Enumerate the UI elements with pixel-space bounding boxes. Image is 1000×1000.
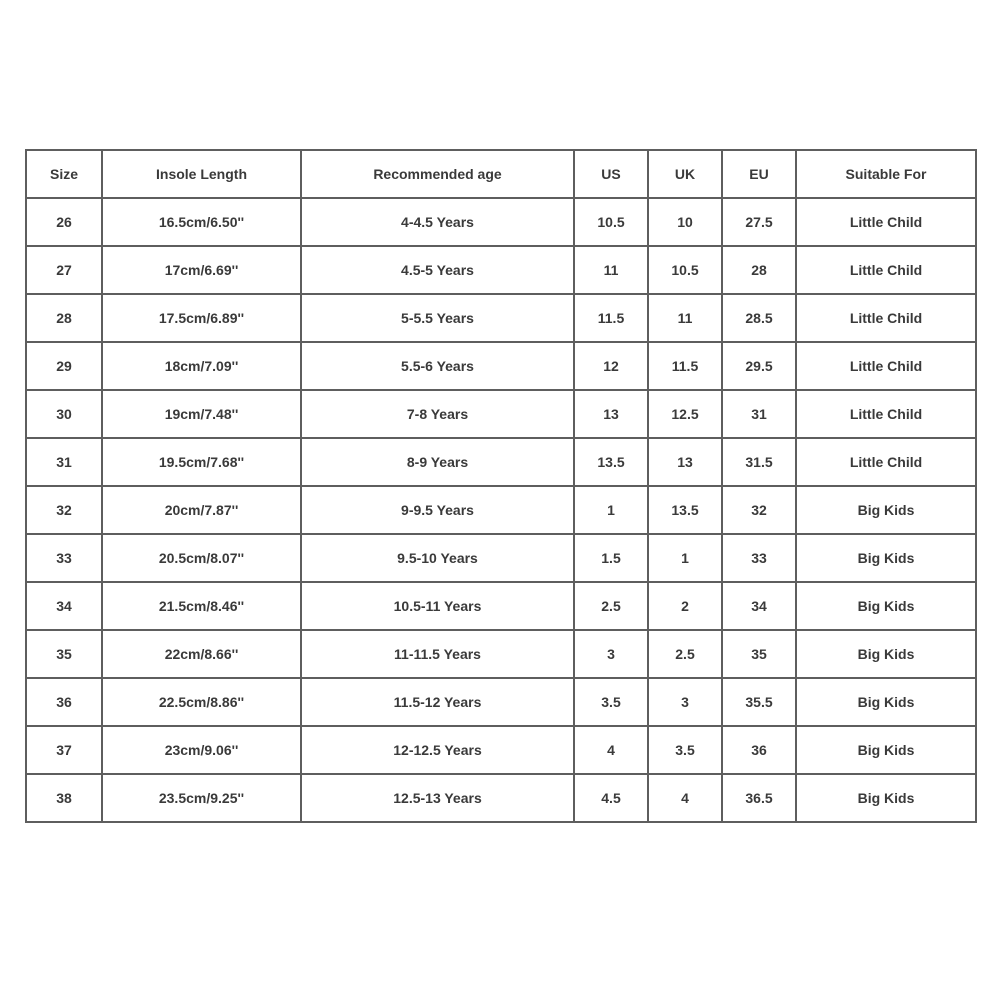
eu-cell: 28.5: [722, 294, 796, 342]
insole-length-cell: 20cm/7.87'': [102, 486, 301, 534]
size-cell: 32: [26, 486, 102, 534]
uk-cell: 11.5: [648, 342, 722, 390]
recommended-age-cell: 4-4.5 Years: [301, 198, 574, 246]
size-cell: 36: [26, 678, 102, 726]
size-cell: 38: [26, 774, 102, 822]
recommended-age-cell: 5.5-6 Years: [301, 342, 574, 390]
insole-length-cell: 21.5cm/8.46'': [102, 582, 301, 630]
us-cell: 10.5: [574, 198, 648, 246]
table-row: [26, 630, 976, 678]
suitable-for-cell: Little Child: [796, 390, 976, 438]
eu-cell: 34: [722, 582, 796, 630]
size-cell: 28: [26, 294, 102, 342]
header-recommended-age: Recommended age: [301, 150, 574, 198]
suitable-for-cell: Big Kids: [796, 726, 976, 774]
table-row: [26, 774, 976, 822]
recommended-age-cell: 4.5-5 Years: [301, 246, 574, 294]
header-size: Size: [26, 150, 102, 198]
us-cell: 4.5: [574, 774, 648, 822]
header-insole-length: Insole Length: [102, 150, 301, 198]
uk-cell: 13.5: [648, 486, 722, 534]
us-cell: 12: [574, 342, 648, 390]
eu-cell: 36.5: [722, 774, 796, 822]
size-cell: 27: [26, 246, 102, 294]
eu-cell: 31.5: [722, 438, 796, 486]
us-cell: 13: [574, 390, 648, 438]
us-cell: 3.5: [574, 678, 648, 726]
header-eu: EU: [722, 150, 796, 198]
uk-cell: 10.5: [648, 246, 722, 294]
us-cell: 13.5: [574, 438, 648, 486]
table-row: [26, 534, 976, 582]
recommended-age-cell: 12.5-13 Years: [301, 774, 574, 822]
eu-cell: 33: [722, 534, 796, 582]
table-body: [26, 198, 976, 822]
uk-cell: 1: [648, 534, 722, 582]
recommended-age-cell: 11.5-12 Years: [301, 678, 574, 726]
recommended-age-cell: 5-5.5 Years: [301, 294, 574, 342]
size-cell: 37: [26, 726, 102, 774]
recommended-age-cell: 7-8 Years: [301, 390, 574, 438]
insole-length-cell: 19.5cm/7.68'': [102, 438, 301, 486]
size-chart: [25, 149, 975, 823]
table-row: [26, 582, 976, 630]
eu-cell: 35: [722, 630, 796, 678]
suitable-for-cell: Big Kids: [796, 774, 976, 822]
table-row: [26, 198, 976, 246]
insole-length-cell: 18cm/7.09'': [102, 342, 301, 390]
us-cell: 4: [574, 726, 648, 774]
recommended-age-cell: 11-11.5 Years: [301, 630, 574, 678]
uk-cell: 3: [648, 678, 722, 726]
recommended-age-cell: 12-12.5 Years: [301, 726, 574, 774]
suitable-for-cell: Little Child: [796, 246, 976, 294]
size-cell: 35: [26, 630, 102, 678]
insole-length-cell: 17.5cm/6.89'': [102, 294, 301, 342]
suitable-for-cell: Little Child: [796, 294, 976, 342]
size-cell: 29: [26, 342, 102, 390]
uk-cell: 12.5: [648, 390, 722, 438]
suitable-for-cell: Little Child: [796, 198, 976, 246]
eu-cell: 32: [722, 486, 796, 534]
table-row: [26, 438, 976, 486]
uk-cell: 2.5: [648, 630, 722, 678]
suitable-for-cell: Big Kids: [796, 630, 976, 678]
recommended-age-cell: 9.5-10 Years: [301, 534, 574, 582]
table-row: [26, 726, 976, 774]
suitable-for-cell: Little Child: [796, 438, 976, 486]
table-row: [26, 486, 976, 534]
insole-length-cell: 17cm/6.69'': [102, 246, 301, 294]
us-cell: 1.5: [574, 534, 648, 582]
uk-cell: 3.5: [648, 726, 722, 774]
size-cell: 30: [26, 390, 102, 438]
suitable-for-cell: Big Kids: [796, 678, 976, 726]
header-suitable-for: Suitable For: [796, 150, 976, 198]
eu-cell: 27.5: [722, 198, 796, 246]
uk-cell: 10: [648, 198, 722, 246]
insole-length-cell: 23.5cm/9.25'': [102, 774, 301, 822]
insole-length-cell: 22.5cm/8.86'': [102, 678, 301, 726]
uk-cell: 11: [648, 294, 722, 342]
eu-cell: 31: [722, 390, 796, 438]
recommended-age-cell: 8-9 Years: [301, 438, 574, 486]
insole-length-cell: 16.5cm/6.50'': [102, 198, 301, 246]
insole-length-cell: 22cm/8.66'': [102, 630, 301, 678]
recommended-age-cell: 10.5-11 Years: [301, 582, 574, 630]
size-cell: 26: [26, 198, 102, 246]
us-cell: 11: [574, 246, 648, 294]
size-cell: 33: [26, 534, 102, 582]
uk-cell: 13: [648, 438, 722, 486]
us-cell: 1: [574, 486, 648, 534]
table-row: [26, 294, 976, 342]
table-row: [26, 678, 976, 726]
table-row: [26, 390, 976, 438]
us-cell: 11.5: [574, 294, 648, 342]
eu-cell: 35.5: [722, 678, 796, 726]
suitable-for-cell: Big Kids: [796, 534, 976, 582]
us-cell: 3: [574, 630, 648, 678]
insole-length-cell: 23cm/9.06'': [102, 726, 301, 774]
recommended-age-cell: 9-9.5 Years: [301, 486, 574, 534]
header-uk: UK: [648, 150, 722, 198]
size-cell: 34: [26, 582, 102, 630]
table-row: [26, 246, 976, 294]
size-table: [25, 149, 977, 823]
insole-length-cell: 19cm/7.48'': [102, 390, 301, 438]
insole-length-cell: 20.5cm/8.07'': [102, 534, 301, 582]
eu-cell: 28: [722, 246, 796, 294]
size-cell: 31: [26, 438, 102, 486]
suitable-for-cell: Little Child: [796, 342, 976, 390]
suitable-for-cell: Big Kids: [796, 582, 976, 630]
suitable-for-cell: Big Kids: [796, 486, 976, 534]
eu-cell: 29.5: [722, 342, 796, 390]
us-cell: 2.5: [574, 582, 648, 630]
uk-cell: 2: [648, 582, 722, 630]
eu-cell: 36: [722, 726, 796, 774]
table-row: [26, 342, 976, 390]
header-us: US: [574, 150, 648, 198]
uk-cell: 4: [648, 774, 722, 822]
table-header-row: [26, 150, 976, 198]
